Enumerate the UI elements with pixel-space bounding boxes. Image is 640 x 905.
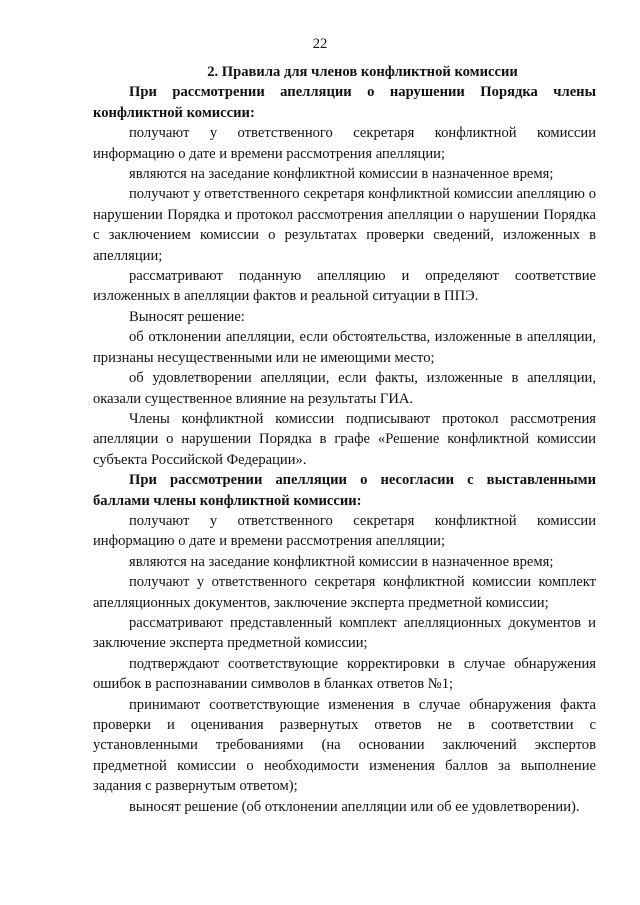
section2-item: принимают соответствующие изменения в случае обнаружения факта проверки и оценивания развернутых ответов не в соответствии с установленными требованиями (на основании заключений экспертов предметной комиссии о необходимости изменения баллов за выполнение задания с развернутым ответом); bbox=[93, 696, 596, 795]
section1-decision-label: Выносят решение: bbox=[129, 308, 245, 325]
section1-intro: При рассмотрении апелляции о нарушении Порядка члены конфликтной комиссии: bbox=[93, 84, 596, 121]
section2-item: выносят решение (об отклонении апелляции или об ее удовлетворении). bbox=[129, 798, 580, 815]
section1-item: об удовлетворении апелляции, если факты, изложенные в апелляции, оказали существенное влияние на результаты ГИА. bbox=[93, 370, 596, 407]
section1-item: являются на заседание конфликтной комиссии в назначенное время; bbox=[129, 166, 554, 183]
section2-intro: При рассмотрении апелляции о несогласии с выставленными баллами члены конфликтной комиссии: bbox=[93, 472, 596, 509]
section2-item: рассматривают представленный комплект апелляционных документов и заключение эксперта предметной комиссии; bbox=[93, 614, 596, 652]
section1-item: получают у ответственного секретаря конфликтной комиссии апелляцию о нарушении Порядка и протокол рассмотрения апелляции о нарушении Порядка с заключением комиссии о результатах проверки сведений, изложенных в апелляции; bbox=[93, 186, 596, 264]
section1-item: рассматривают поданную апелляцию и определяют соответствие изложенных в апелляции фактов и реальной ситуации в ППЭ. bbox=[93, 268, 596, 305]
section-heading: 2. Правила для членов конфликтной комиссии bbox=[207, 64, 518, 80]
section2-item: являются на заседание конфликтной комиссии в назначенное время; bbox=[129, 553, 554, 570]
section2-item: подтверждают соответствующие корректировки в случае обнаружения ошибок в распознавании символов в бланках ответов №1; bbox=[93, 655, 596, 693]
section1-item: об отклонении апелляции, если обстоятельства, изложенные в апелляции, признаны несущественными или не имеющими место; bbox=[93, 329, 596, 366]
document-body bbox=[93, 62, 596, 817]
section1-item: Члены конфликтной комиссии подписывают протокол рассмотрения апелляции о нарушении Порядка в графе «Решение конфликтной комиссии субъекта Российской Федерации». bbox=[93, 410, 596, 468]
section1-item: получают у ответственного секретаря конфликтной комиссии информацию о дате и времени рассмотрения апелляции; bbox=[93, 125, 596, 162]
section2-item: получают у ответственного секретаря конфликтной комиссии комплект апелляционных документов, заключение эксперта предметной комиссии; bbox=[93, 574, 596, 611]
page-number: 22 bbox=[312, 36, 328, 52]
section2-item: получают у ответственного секретаря конфликтной комиссии информацию о дате и времени рассмотрения апелляции; bbox=[93, 512, 596, 550]
